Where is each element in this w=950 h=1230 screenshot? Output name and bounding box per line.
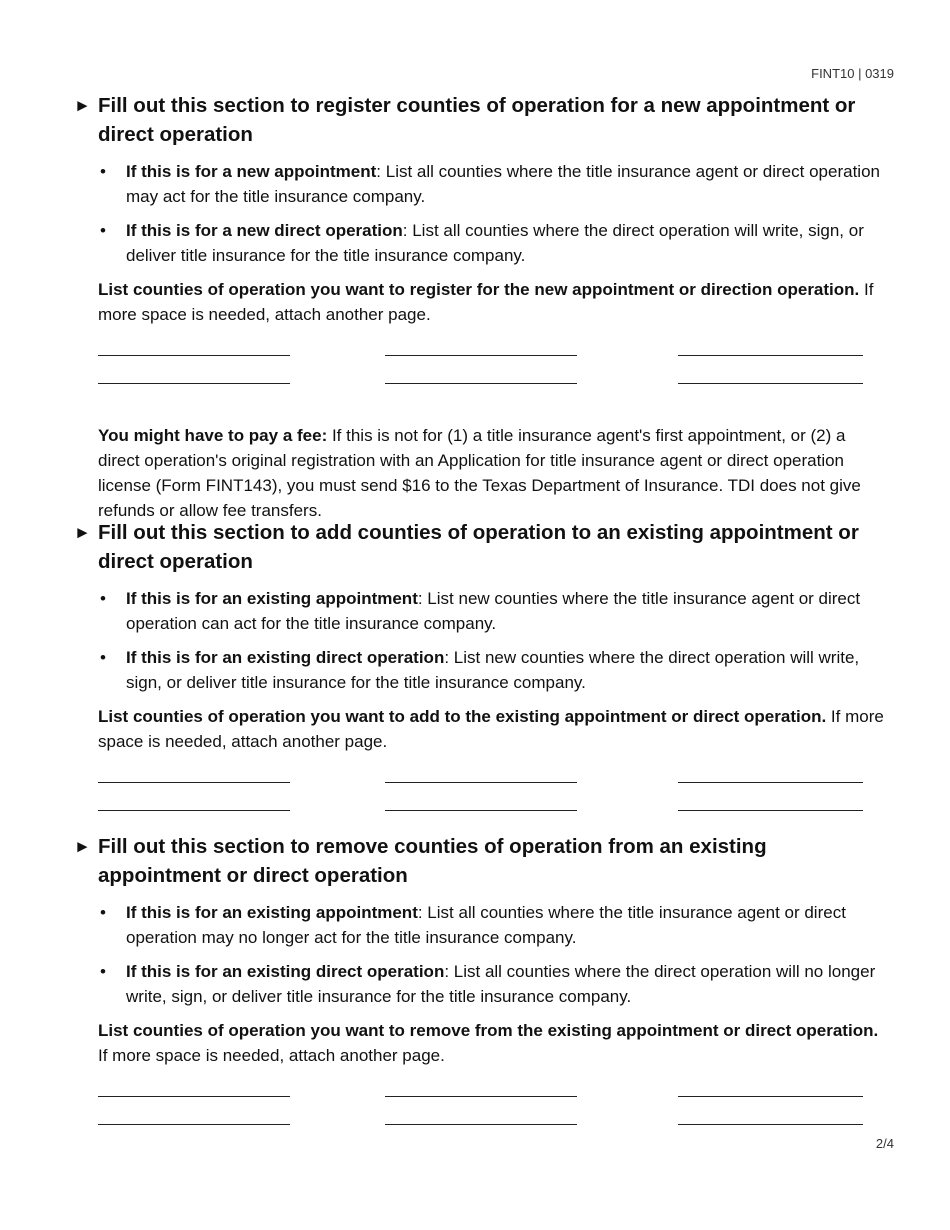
- list-item: [100, 959, 886, 1009]
- bullet-text: : List all counties where the direct operation will no longer write, sign, or deliver title insurance for the title insurance company.: [126, 962, 876, 1006]
- county-lines: [0, 341, 950, 401]
- county-field[interactable]: [678, 810, 863, 811]
- section-register: [0, 91, 950, 523]
- county-field[interactable]: [98, 355, 290, 356]
- list-item: [100, 586, 886, 636]
- bullet-icon: •: [100, 903, 106, 922]
- list-item: [100, 218, 886, 268]
- county-field[interactable]: [385, 782, 577, 783]
- bullet-icon: •: [100, 162, 106, 181]
- bullet-icon: •: [100, 648, 106, 667]
- instruction: [98, 1018, 888, 1068]
- county-field[interactable]: [385, 383, 577, 384]
- section-heading: [74, 518, 888, 576]
- bullet-text: : List all counties where the title insurance agent or direct operation may no longer act for the title insurance company.: [126, 903, 846, 947]
- heading-text: Fill out this section to register counties of operation for a new appointment or direct operation: [98, 94, 856, 146]
- heading-text: Fill out this section to remove counties of operation from an existing appointment or direct operation: [98, 835, 767, 887]
- county-field[interactable]: [98, 782, 290, 783]
- bullet-text: : List all counties where the direct operation will write, sign, or deliver title insurance for the title insurance company.: [126, 221, 864, 265]
- instruction-bold: List counties of operation you want to register for the new appointment or direction operation.: [98, 280, 860, 299]
- section-remove: [0, 832, 950, 1142]
- arrow-icon: ►: [74, 837, 91, 856]
- bullet-list: [0, 159, 950, 268]
- bullet-text: : List all counties where the title insurance agent or direct operation may act for the title insurance company.: [126, 162, 880, 206]
- bullet-bold: If this is for an existing direct operation: [126, 962, 445, 981]
- form-code: FINT10 | 0319: [811, 66, 894, 81]
- instruction-bold: List counties of operation you want to remove from the existing appointment or direct operation.: [98, 1021, 879, 1040]
- county-field[interactable]: [678, 383, 863, 384]
- county-field[interactable]: [98, 1124, 290, 1125]
- bullet-icon: •: [100, 589, 106, 608]
- instruction-text: If more space is needed, attach another page.: [98, 1046, 445, 1065]
- instruction-text: If more space is needed, attach another page.: [98, 280, 874, 324]
- section-heading: [74, 91, 888, 149]
- bullet-text: : List new counties where the direct operation will write, sign, or deliver title insurance for the title insurance company.: [126, 648, 860, 692]
- bullet-bold: If this is for an existing appointment: [126, 589, 418, 608]
- bullet-list: [0, 586, 950, 695]
- list-item: [100, 645, 886, 695]
- county-field[interactable]: [678, 1096, 863, 1097]
- county-field[interactable]: [678, 782, 863, 783]
- county-field[interactable]: [98, 383, 290, 384]
- county-field[interactable]: [385, 355, 577, 356]
- county-field[interactable]: [98, 810, 290, 811]
- list-item: [100, 900, 886, 950]
- section-heading: [74, 832, 888, 890]
- page-number: 2/4: [875, 1136, 894, 1151]
- bullet-bold: If this is for an existing appointment: [126, 903, 418, 922]
- fee-text: If this is not for (1) a title insurance agent's first appointment, or (2) a direct operation's original registration with an Application for title insurance agent or direct operation license (Form FINT143), you must send $16 to the Texas Department of Insurance. TDI does not give refunds or allow fee transfers.: [98, 426, 861, 520]
- bullet-icon: •: [100, 962, 106, 981]
- bullet-list: [0, 900, 950, 1009]
- arrow-icon: ►: [74, 96, 91, 115]
- fee-notice: [98, 423, 888, 523]
- county-lines: [0, 1082, 950, 1142]
- bullet-icon: •: [100, 221, 106, 240]
- section-add: [0, 518, 950, 828]
- county-field[interactable]: [678, 355, 863, 356]
- county-field[interactable]: [98, 1096, 290, 1097]
- instruction-text: If more space is needed, attach another page.: [98, 707, 884, 751]
- bullet-bold: If this is for a new appointment: [126, 162, 377, 181]
- arrow-icon: ►: [74, 523, 91, 542]
- instruction: [98, 277, 888, 327]
- bullet-bold: If this is for an existing direct operation: [126, 648, 445, 667]
- county-field[interactable]: [385, 810, 577, 811]
- county-field[interactable]: [385, 1124, 577, 1125]
- county-lines: [0, 768, 950, 828]
- heading-text: Fill out this section to add counties of operation to an existing appointment or direct operation: [98, 521, 859, 573]
- list-item: [100, 159, 886, 209]
- fee-bold: You might have to pay a fee:: [98, 426, 328, 445]
- instruction-bold: List counties of operation you want to add to the existing appointment or direct operation.: [98, 707, 827, 726]
- county-field[interactable]: [385, 1096, 577, 1097]
- county-field[interactable]: [678, 1124, 863, 1125]
- instruction: [98, 704, 888, 754]
- bullet-text: : List new counties where the title insurance agent or direct operation can act for the title insurance company.: [126, 589, 861, 633]
- bullet-bold: If this is for a new direct operation: [126, 221, 403, 240]
